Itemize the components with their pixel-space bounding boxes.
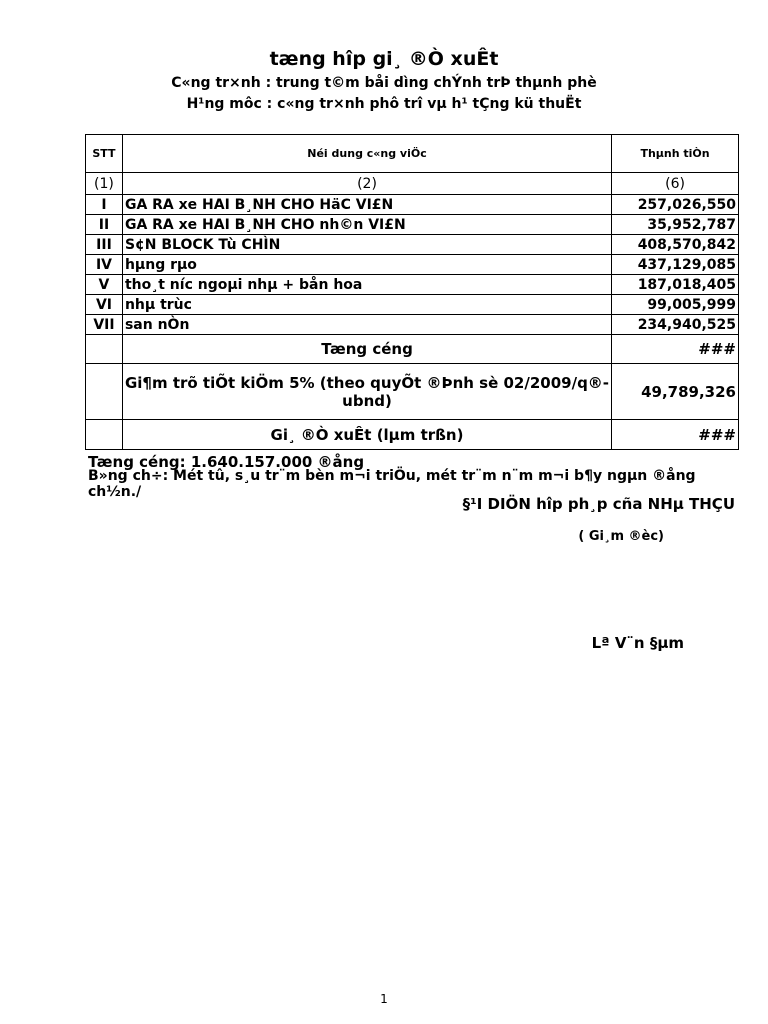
row-stt: III <box>86 235 123 255</box>
col-number-1: (1) <box>86 173 123 195</box>
col-number-6: (6) <box>612 173 739 195</box>
table-row <box>86 255 739 275</box>
row-content: S¢N BLOCK Tù CHÌN <box>122 235 611 255</box>
row-content: GA RA xe HAI B¸NH CHO nh©n VI£N <box>122 215 611 235</box>
page-number: 1 <box>380 992 388 1006</box>
table-row <box>86 295 739 315</box>
table-row <box>86 235 739 255</box>
row-content: hµng rµo <box>122 255 611 275</box>
row-content: nhµ trùc <box>122 295 611 315</box>
total-label: Tæng céng <box>122 335 611 364</box>
row-amount: 35,952,787 <box>612 215 739 235</box>
reduction-label: Gi¶m trõ tiÕt kiÖm 5% (theo quyÕt ®Þnh sè 02/2009/q®-ubnd) <box>122 364 611 420</box>
table-row <box>86 215 739 235</box>
row-content: tho¸t níc ngoµi nhµ + bån hoa <box>122 275 611 295</box>
header-amount: Thµnh tiÒn <box>612 135 739 173</box>
table-header-row <box>86 135 739 173</box>
row-amount: 257,026,550 <box>612 195 739 215</box>
row-amount: 99,005,999 <box>612 295 739 315</box>
contractor-representative: §¹I DIÖN hîp ph¸p cña NHµ THÇU <box>462 495 735 513</box>
signer-role: ( Gi¸m ®èc) <box>578 529 664 544</box>
table-row <box>86 315 739 335</box>
row-amount: 437,129,085 <box>612 255 739 275</box>
item-name: H¹ng môc : c«ng tr×nh phô trî vµ h¹ tÇng kü thuËt <box>186 96 582 112</box>
reduction-row <box>86 364 739 420</box>
row-stt: VII <box>86 315 123 335</box>
reduction-stt-cell <box>86 364 123 420</box>
cost-table <box>85 134 739 450</box>
final-amount: ### <box>612 420 739 450</box>
project-name: C«ng tr×nh : trung t©m båi dìng chÝnh trÞ thµnh phè <box>171 75 597 91</box>
table-row <box>86 275 739 295</box>
total-row <box>86 335 739 364</box>
table-row <box>86 195 739 215</box>
signer-name: Lª V¨n §µm <box>591 634 684 652</box>
row-amount: 187,018,405 <box>612 275 739 295</box>
final-label: Gi¸ ®Ò xuÊt (lµm trßn) <box>122 420 611 450</box>
row-stt: IV <box>86 255 123 275</box>
row-content: san nÒn <box>122 315 611 335</box>
row-stt: V <box>86 275 123 295</box>
row-amount: 408,570,842 <box>612 235 739 255</box>
document-title: tæng hîp gi¸ ®Ò xuÊt <box>269 48 499 70</box>
row-stt: I <box>86 195 123 215</box>
header-content: Néi dung c«ng viÖc <box>122 135 611 173</box>
header-stt: STT <box>86 135 123 173</box>
column-number-row <box>86 173 739 195</box>
reduction-amount: 49,789,326 <box>612 364 739 420</box>
row-stt: II <box>86 215 123 235</box>
row-content: GA RA xe HAI B¸NH CHO HäC VI£N <box>122 195 611 215</box>
final-stt-cell <box>86 420 123 450</box>
row-stt: VI <box>86 295 123 315</box>
col-number-2: (2) <box>122 173 611 195</box>
grand-total-text: Tæng céng: 1.640.157.000 ®ång <box>88 453 365 471</box>
total-stt-cell <box>86 335 123 364</box>
final-price-row <box>86 420 739 450</box>
total-amount: ### <box>612 335 739 364</box>
row-amount: 234,940,525 <box>612 315 739 335</box>
amount-in-words: B»ng ch÷: Mét tû, s¸u tr¨m bèn m¬i triÖu, mét tr¨m n¨m m¬i b¶y ngµn ®ång ch½n./ <box>88 468 696 500</box>
amount-in-words-continued <box>88 489 328 497</box>
